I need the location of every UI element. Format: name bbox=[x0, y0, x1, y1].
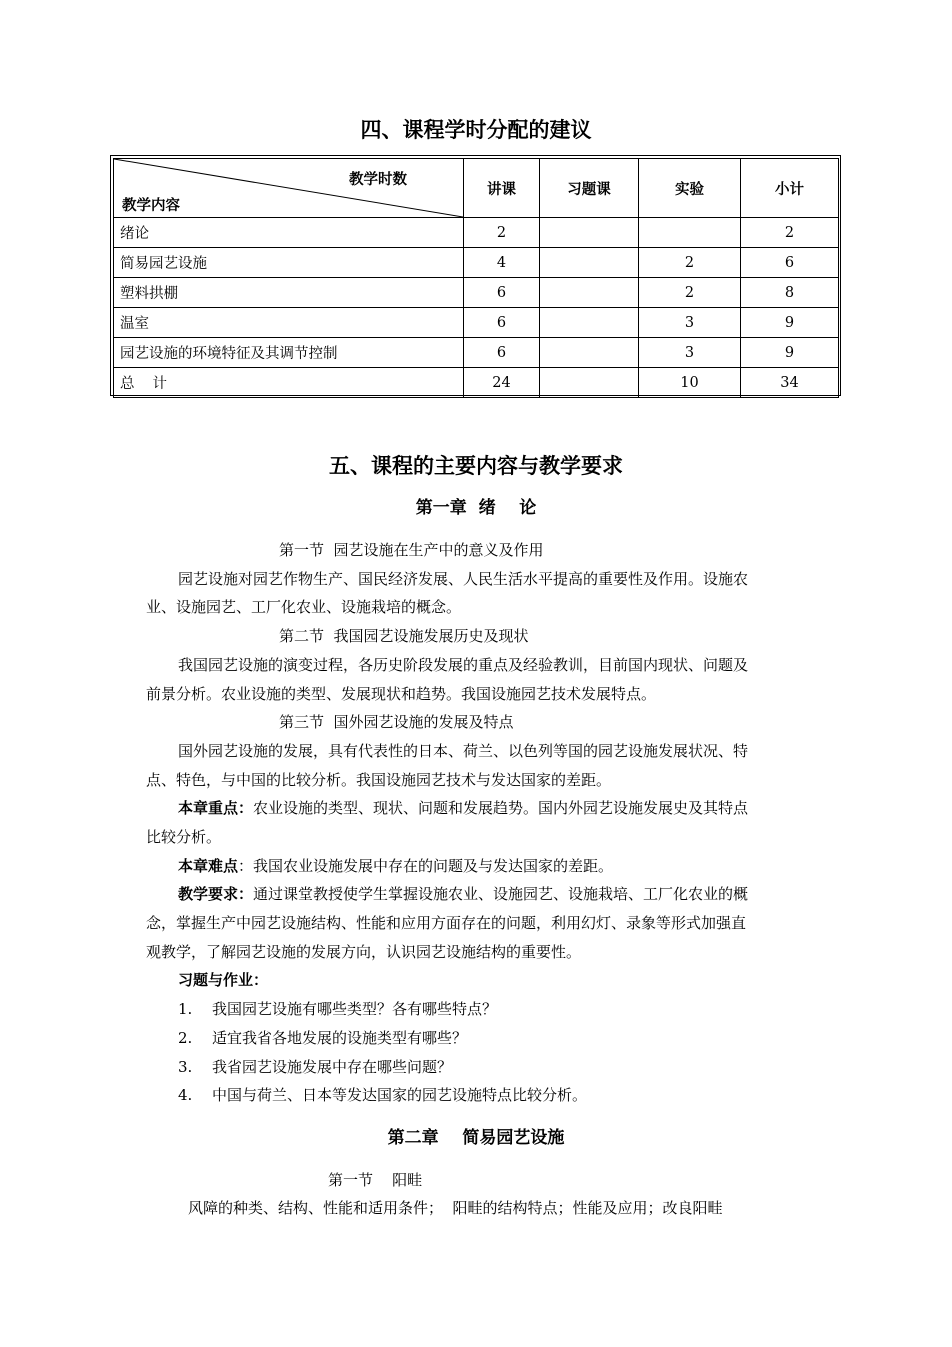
total-label-a: 总 bbox=[120, 376, 135, 392]
paragraph-line: 园艺设施对园艺作物生产、国民经济发展、人民生活水平提高的重要性及作用。设施农 bbox=[178, 570, 749, 588]
paragraph-line: 观教学，了解园艺设施的发展方向，认识园艺设施结构的重要性。 bbox=[146, 943, 582, 961]
table-row bbox=[114, 308, 839, 338]
paragraph-line: 国外园艺设施的发展，具有代表性的日本、荷兰、以色列等国的园艺设施发展状况、特 bbox=[178, 742, 749, 760]
paragraph-line: 风障的种类、结构、性能和适用条件； 阳畦的结构特点；性能及应用；改良阳畦 bbox=[188, 1199, 723, 1217]
row-name: 绪论 bbox=[114, 218, 464, 248]
total-label-b: 计 bbox=[152, 376, 167, 392]
list-item-number: 4. bbox=[178, 1086, 193, 1104]
hours-table-frame bbox=[110, 155, 841, 396]
ch1-section-1-title: 第一节 园艺设施在生产中的意义及作用 bbox=[279, 541, 544, 559]
header-exercise: 习题课 bbox=[540, 159, 639, 218]
total-exercise bbox=[540, 368, 639, 398]
key-points-line bbox=[178, 797, 748, 819]
list-item-text: 适宜我省各地发展的设施类型有哪些？ bbox=[212, 1029, 468, 1047]
list-item-text: 我省园艺设施发展中存在哪些问题？ bbox=[212, 1058, 453, 1076]
row-name: 温室 bbox=[114, 308, 464, 338]
ch1-section-3-title: 第三节 国外园艺设施的发展及特点 bbox=[279, 713, 514, 731]
paragraph-line: 前景分析。农业设施的类型、发展现状和趋势。我国设施园艺技术发展特点。 bbox=[146, 685, 657, 703]
list-item-text: 中国与荷兰、日本等发达国家的园艺设施特点比较分析。 bbox=[212, 1086, 588, 1104]
row-name: 简易园艺设施 bbox=[114, 248, 464, 278]
paragraph-line: 我国园艺设施的演变过程，各历史阶段发展的重点及经验教训，目前国内现状、问题及 bbox=[178, 656, 749, 674]
row-exercise bbox=[540, 218, 639, 248]
row-lecture: 2 bbox=[464, 218, 540, 248]
list-item bbox=[178, 1027, 467, 1049]
total-lab: 10 bbox=[639, 368, 741, 398]
hours-table bbox=[113, 158, 839, 398]
paragraph-line: 比较分析。 bbox=[146, 828, 222, 846]
table-total-row bbox=[114, 368, 839, 398]
row-exercise bbox=[540, 278, 639, 308]
requirements-line bbox=[178, 883, 748, 905]
table-row bbox=[114, 278, 839, 308]
row-exercise bbox=[540, 338, 639, 368]
row-lab: 3 bbox=[639, 338, 741, 368]
header-teaching-content: 教学内容 bbox=[122, 198, 180, 214]
difficulties-text: ：我国农业设施发展中存在的问题及与发达国家的差距。 bbox=[238, 857, 614, 875]
list-item bbox=[178, 1056, 452, 1078]
paragraph-line: 业、设施园艺、工厂化农业、设施栽培的概念。 bbox=[146, 598, 462, 616]
row-lab bbox=[639, 218, 741, 248]
difficulties-line bbox=[178, 855, 613, 877]
key-points-label: 本章重点： bbox=[178, 799, 254, 817]
chapter-1-title: 第一章 绪 论 bbox=[415, 498, 537, 518]
row-lecture: 6 bbox=[464, 338, 540, 368]
header-lab: 实验 bbox=[639, 159, 741, 218]
list-item-number: 1. bbox=[178, 1000, 193, 1018]
row-subtotal: 9 bbox=[741, 308, 839, 338]
table-row bbox=[114, 218, 839, 248]
table-header-row bbox=[114, 159, 839, 218]
row-lecture: 6 bbox=[464, 308, 540, 338]
requirements-text: 通过课堂教授使学生掌握设施农业、设施园艺、设施栽培、工厂化农业的概 bbox=[253, 885, 749, 903]
row-lecture: 6 bbox=[464, 278, 540, 308]
homework-label: 习题与作业： bbox=[178, 971, 269, 989]
list-item-number: 3. bbox=[178, 1058, 193, 1076]
row-exercise bbox=[540, 248, 639, 278]
section-4-title: 四、课程学时分配的建议 bbox=[360, 118, 592, 142]
row-subtotal: 8 bbox=[741, 278, 839, 308]
list-item-text: 我国园艺设施有哪些类型？各有哪些特点？ bbox=[212, 1000, 498, 1018]
list-item bbox=[178, 1084, 587, 1106]
paragraph-line: 念，掌握生产中园艺设施结构、性能和应用方面存在的问题，利用幻灯、录象等形式加强直 bbox=[146, 914, 747, 932]
header-lecture: 讲课 bbox=[464, 159, 540, 218]
row-subtotal: 2 bbox=[741, 218, 839, 248]
ch1-section-2-title: 第二节 我国园艺设施发展历史及现状 bbox=[279, 627, 529, 645]
row-subtotal: 9 bbox=[741, 338, 839, 368]
header-teaching-hours: 教学时数 bbox=[349, 172, 407, 188]
row-subtotal: 6 bbox=[741, 248, 839, 278]
difficulties-label: 本章难点 bbox=[178, 857, 239, 875]
row-exercise bbox=[540, 308, 639, 338]
list-item bbox=[178, 998, 497, 1020]
ch2-section-1-title: 第一节 阳畦 bbox=[328, 1171, 423, 1189]
total-subtotal: 34 bbox=[741, 368, 839, 398]
row-lab: 2 bbox=[639, 278, 741, 308]
list-item-number: 2. bbox=[178, 1029, 193, 1047]
row-lecture: 4 bbox=[464, 248, 540, 278]
paragraph-line: 点、特色，与中国的比较分析。我国设施园艺技术与发达国家的差距。 bbox=[146, 771, 612, 789]
total-label bbox=[114, 368, 464, 398]
header-subtotal: 小计 bbox=[741, 159, 839, 218]
total-lecture: 24 bbox=[464, 368, 540, 398]
row-lab: 3 bbox=[639, 308, 741, 338]
row-name: 园艺设施的环境特征及其调节控制 bbox=[114, 338, 464, 368]
row-name: 塑料拱棚 bbox=[114, 278, 464, 308]
row-lab: 2 bbox=[639, 248, 741, 278]
diagonal-header-cell bbox=[114, 159, 464, 218]
section-5-title: 五、课程的主要内容与教学要求 bbox=[329, 454, 623, 478]
key-points-text: 农业设施的类型、现状、问题和发展趋势。国内外园艺设施发展史及其特点 bbox=[253, 799, 749, 817]
table-row bbox=[114, 248, 839, 278]
table-row bbox=[114, 338, 839, 368]
requirements-label: 教学要求： bbox=[178, 885, 254, 903]
chapter-2-title: 第二章 简易园艺设施 bbox=[387, 1128, 565, 1148]
